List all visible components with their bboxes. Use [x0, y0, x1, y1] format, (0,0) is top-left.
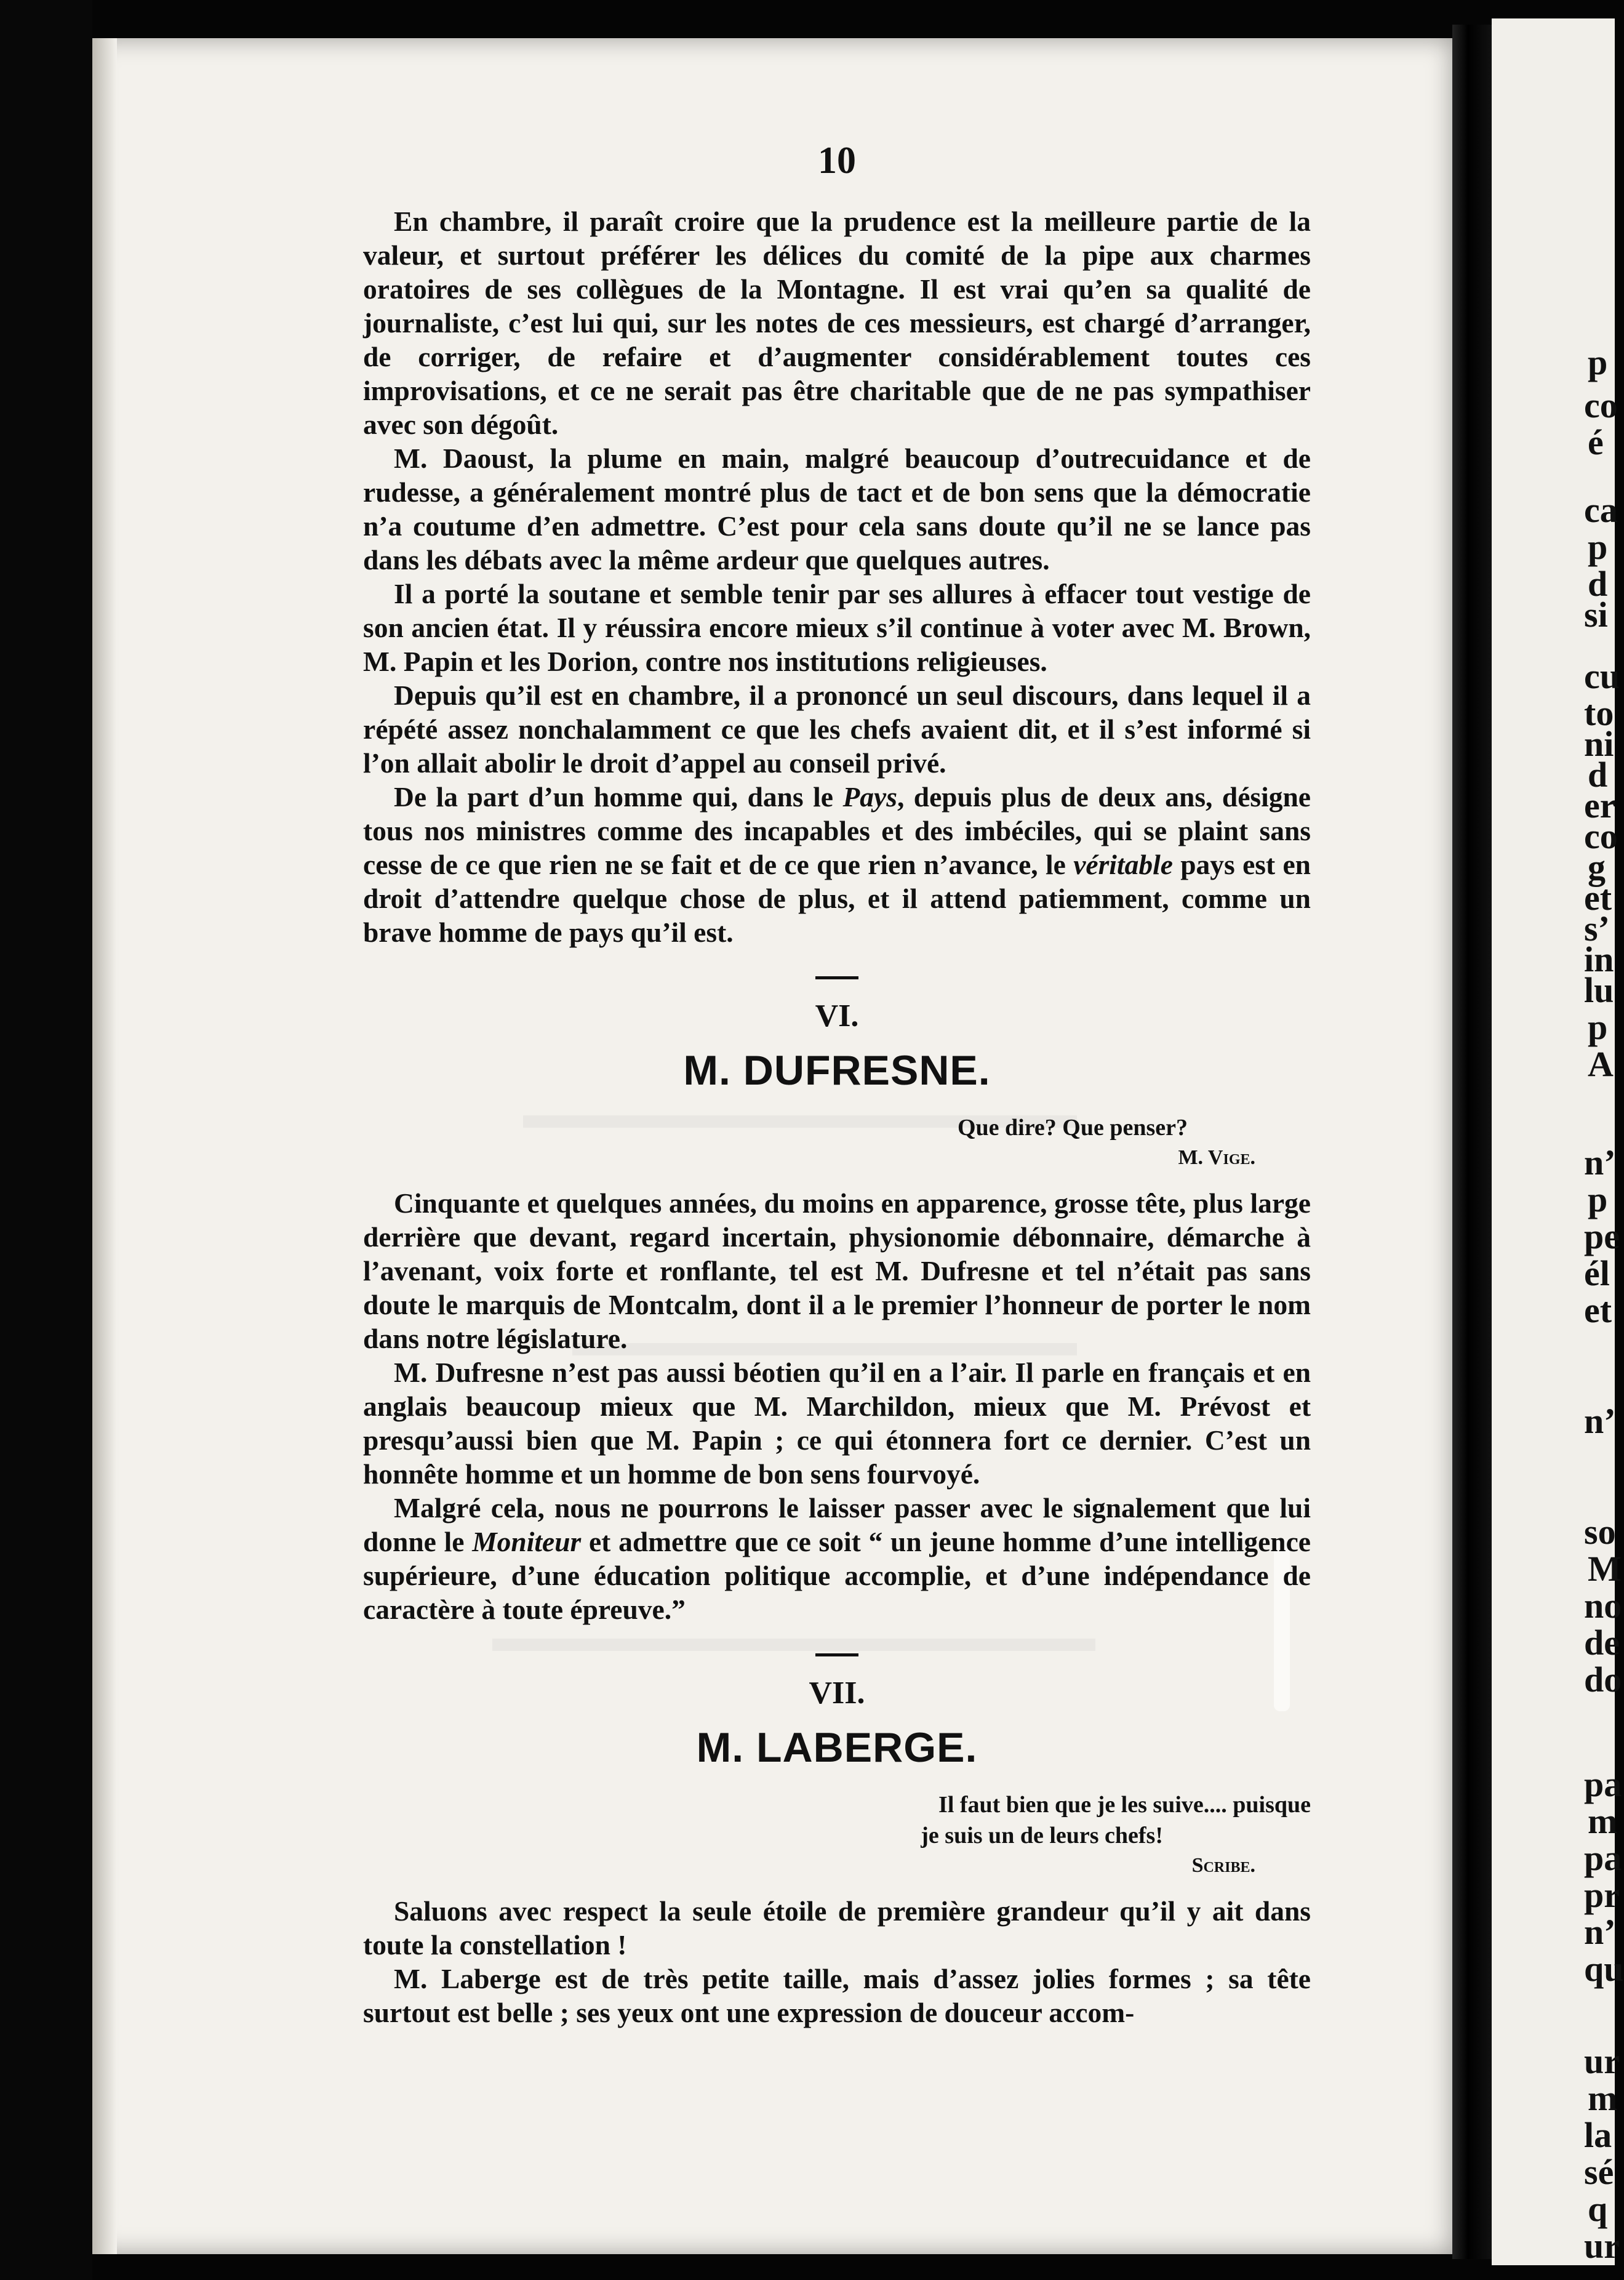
- section-numeral: VII.: [809, 1676, 865, 1711]
- facing-page-text-fragment: de: [1584, 1623, 1620, 1663]
- epigraph-author: M. Vige.: [1178, 1146, 1255, 1169]
- facing-page-text-fragment: cu: [1584, 656, 1620, 696]
- facing-page-text-fragment: la: [1584, 2115, 1612, 2155]
- facing-page-text-fragment: d: [1588, 564, 1608, 604]
- section-divider: [815, 976, 858, 979]
- facing-page-text-fragment: él: [1584, 1253, 1610, 1293]
- facing-page-text-fragment: do: [1584, 1660, 1622, 1700]
- paragraph: [363, 780, 1311, 949]
- facing-page-text-fragment: p: [1588, 527, 1608, 567]
- facing-page-text-fragment: ni: [1584, 724, 1614, 764]
- italic-title-moniteur: Moniteur: [472, 1526, 582, 1557]
- epigraph: Que dire? Que penser?: [957, 1115, 1188, 1141]
- scan-border-left: [0, 0, 92, 2280]
- facing-page-edge: [1492, 18, 1624, 2266]
- facing-page-text-fragment: pr: [1584, 1875, 1620, 1915]
- paragraph: [363, 1491, 1311, 1626]
- facing-page-text-fragment: er: [1584, 785, 1616, 825]
- facing-page-text-fragment: lu: [1584, 970, 1614, 1010]
- facing-page-text-fragment: M: [1588, 1549, 1622, 1589]
- text-run: et admettre que ce soit “ un jeune homme d’une intelligence supérieure, d’une éducation politique accomplie, et d’une indépendance de caractère à toute épreuve.”: [363, 1526, 1311, 1625]
- facing-page-text-fragment: é: [1588, 422, 1604, 462]
- facing-page-text-fragment: m: [1588, 2078, 1618, 2118]
- paragraph: Il a porté la soutane et semble tenir par ses allures à effacer tout vestige de son ancien état. Il y réussira encore mieux s’il continue à voter avec M. Brown, M. Papin et les Dorion, contre nos institutions religieuses.: [363, 578, 1311, 677]
- section-heading: M. DUFRESNE.: [683, 1047, 991, 1094]
- facing-page-text-fragment: si: [1584, 595, 1608, 635]
- facing-page-text-fragment: co: [1584, 385, 1618, 425]
- facing-page-text-fragment: m: [1588, 1801, 1618, 1841]
- page-number: 10: [818, 140, 856, 182]
- facing-page-text-fragment: pa: [1584, 1764, 1622, 1804]
- epigraph: [363, 1789, 1311, 1851]
- section-heading: M. LABERGE.: [696, 1724, 978, 1771]
- epigraph-line: Il faut bien que je les suive.... puisque: [938, 1792, 1311, 1818]
- italic-title-pays: Pays: [842, 781, 897, 813]
- facing-page-text-fragment: et: [1584, 1290, 1612, 1330]
- epigraph-line: je suis un de leurs chefs!: [921, 1823, 1163, 1848]
- paragraph: Saluons avec respect la seule étoile de première grandeur qu’il y ait dans toute la constellation !: [363, 1895, 1311, 1961]
- facing-page-text-fragment: p: [1588, 1179, 1608, 1219]
- facing-page-text-fragment: p: [1588, 1007, 1608, 1047]
- paragraph: Depuis qu’il est en chambre, il a prononcé un seul discours, dans lequel il a répété assez nonchalamment ce que les chefs avaient dit, et il s’est informé si l’on allait abolir le droit d’appel au conseil privé.: [363, 680, 1311, 779]
- facing-page-text-fragment: pa: [1584, 1838, 1622, 1878]
- page-content: [363, 142, 1311, 2029]
- facing-page-text-fragment: ca: [1584, 490, 1618, 530]
- section-divider: [815, 1653, 858, 1656]
- facing-page-text-fragment: pe: [1584, 1216, 1620, 1256]
- text-run: Malgré cela, nous ne pourrons le laisser passer avec le signalement que lui donne le: [363, 1492, 1311, 1557]
- facing-page-text-fragment: s’: [1584, 909, 1610, 949]
- italic-word: véritable: [1073, 849, 1173, 880]
- facing-page-text-fragment: co: [1584, 816, 1618, 856]
- paragraph: M. Daoust, la plume en main, malgré beaucoup d’outrecuidance et de rudesse, a généralement montré plus de tact et de bon sens que la démocratie n’a coutume d’en admettre. C’est pour cela sans doute qu’il ne se lance pas dans les débats avec la même ardeur que quelques autres.: [363, 443, 1311, 576]
- paragraph: Cinquante et quelques années, du moins en apparence, grosse tête, plus large derrière que devant, regard incertain, physionomie débonnaire, démarche à l’avenant, voix forte et ronflante, tel est M. Dufresne et tel n’était pas sans doute le marquis de Montcalm, dont il a le premier l’honneur de porter le nom dans notre législature.: [363, 1187, 1311, 1354]
- text-run: pays est en droit d’attendre quelque chose de plus, et il attend patiemment, comme un brave homme de pays qu’il est.: [363, 849, 1311, 948]
- facing-page-text-fragment: A: [1588, 1044, 1614, 1084]
- facing-page-text-fragment: n’: [1584, 1401, 1616, 1441]
- facing-page-text-fragment: g: [1588, 847, 1606, 887]
- facing-page-text-fragment: ur: [1584, 2226, 1620, 2266]
- paragraph: En chambre, il paraît croire que la prudence est la meilleure partie de la valeur, et surtout préférer les délices du comité de la pipe aux charmes oratoires de ses collègues de la Montagne. Il est vrai qu’en sa qualité de journaliste, c’est lui qui, sur les notes de ces messieurs, est chargé d’arranger, de corriger, de refaire et d’augmenter considérablement toutes ces improvisations, et ce ne serait pas être charitable que de ne pas sympathiser avec son dégoût.: [363, 206, 1311, 440]
- text-run: De la part d’un homme qui, dans le: [394, 781, 843, 813]
- facing-page-text-fragment: q: [1588, 2189, 1608, 2229]
- facing-page-text-fragment: sé: [1584, 2152, 1614, 2192]
- facing-page-text-fragment: d: [1588, 755, 1608, 795]
- facing-page-text-fragment: qu: [1584, 1949, 1624, 1989]
- facing-page-text-fragment: n’: [1584, 1142, 1616, 1182]
- facing-page-text-fragment: p: [1588, 342, 1608, 382]
- book-gutter: [1452, 25, 1492, 2259]
- epigraph-author: Scribe.: [1191, 1854, 1255, 1877]
- facing-page-text-fragment: n’: [1584, 1912, 1616, 1952]
- section-numeral: VI.: [815, 998, 859, 1034]
- facing-page-text-fragment: no: [1584, 1586, 1622, 1626]
- facing-page-text-fragment: in: [1584, 939, 1614, 979]
- facing-page-text-fragment: et: [1584, 878, 1612, 918]
- facing-page-text-fragment: to: [1584, 693, 1614, 733]
- paragraph: M. Laberge est de très petite taille, mais d’assez jolies formes ; sa tête surtout est belle ; ses yeux ont une expression de douceur accom-: [363, 1963, 1311, 2028]
- text-run: , depuis plus de deux ans, désigne tous nos ministres comme des incapables et des imbéciles, qui se plaint sans cesse de ce que rien ne se fait et de ce que rien n’avance, le: [363, 781, 1311, 880]
- facing-page-text-fragment: so: [1584, 1512, 1616, 1552]
- facing-page-text-fragment: ur: [1584, 2041, 1620, 2081]
- paragraph: M. Dufresne n’est pas aussi béotien qu’il en a l’air. Il parle en français et en anglais beaucoup mieux que M. Marchildon, mieux que M. Prévost et presqu’aussi bien que M. Papin ; ce qui étonnera fort ce dernier. C’est un honnête homme et un homme de bon sens fourvoyé.: [363, 1357, 1311, 1490]
